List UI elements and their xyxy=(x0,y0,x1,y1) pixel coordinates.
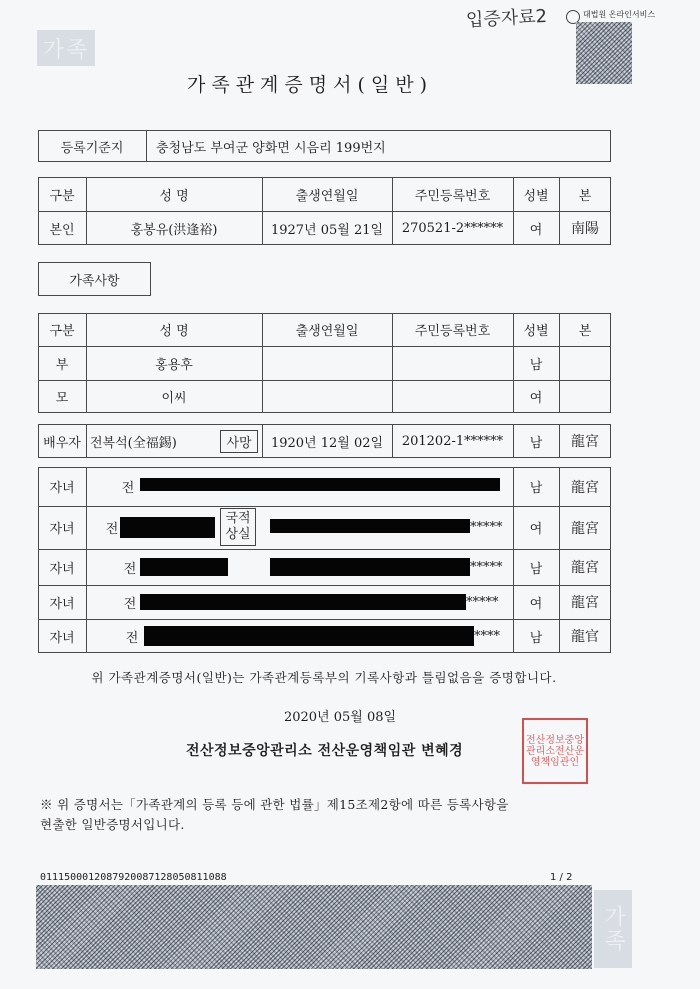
self-origin: 南陽 xyxy=(571,221,599,237)
child-4-name-prefix: 전 xyxy=(123,596,137,612)
issuer-badge: 대법원 온라인서비스 xyxy=(583,10,656,19)
child-4-origin: 龍宮 xyxy=(571,595,599,611)
header-type: 구분 xyxy=(49,188,75,204)
child-1-name-prefix: 전 xyxy=(121,481,135,496)
parents-header-sex: 성별 xyxy=(523,324,549,339)
child-5-sex: 남 xyxy=(529,630,543,646)
spouse-name: 전복석(全福錫) xyxy=(90,435,177,451)
header-birth: 출생연월일 xyxy=(295,188,359,204)
parents-header-type: 구분 xyxy=(49,324,75,339)
child-1-redaction xyxy=(140,478,500,491)
spouse-birth: 1920년 12월 02일 xyxy=(270,435,384,451)
child-1-type: 자녀 xyxy=(49,481,75,496)
spouse-sex: 남 xyxy=(529,435,543,451)
child-3-name-prefix: 전 xyxy=(123,561,137,577)
parents-header-rrn: 주민등록번호 xyxy=(414,324,491,339)
barcode-icon xyxy=(36,885,592,969)
official-seal: 전산정보중앙관리소전산운영책임관인 xyxy=(522,718,588,784)
registry-label: 등록기준지 xyxy=(60,140,124,156)
self-birth: 1927년 05월 21일 xyxy=(270,222,384,238)
registry-value: 충청남도 부여군 양화면 시음리 199번지 xyxy=(156,140,386,156)
child-5-rrn-suffix: **** xyxy=(474,628,500,644)
mother-name: 이씨 xyxy=(161,391,187,406)
page-title: 가족관계증명서(일반) xyxy=(186,74,433,96)
mother-type: 모 xyxy=(55,391,69,406)
issuer-name: 전산정보중앙관리소 전산운영책임관 변혜경 xyxy=(186,743,464,759)
child-2-rrn-redaction xyxy=(270,519,470,533)
mother-sex: 여 xyxy=(529,391,543,406)
child-1-sex: 남 xyxy=(529,481,543,496)
watermark-tile-bottom: 가족 xyxy=(594,890,632,968)
child-5-name-prefix: 전 xyxy=(125,630,139,646)
spouse-rrn: 201202-1****** xyxy=(401,433,504,449)
child-3-name-redaction xyxy=(140,558,228,576)
self-sex: 여 xyxy=(529,222,543,238)
parents-header-birth: 출생연월일 xyxy=(295,324,359,339)
parents-header-name: 성 명 xyxy=(159,324,189,339)
father-name: 홍용후 xyxy=(155,357,193,373)
serial-number: 01115000120879200871280508110​88 xyxy=(40,872,227,883)
note-line-2: 현출한 일반증명서입니다. xyxy=(40,817,185,832)
certify-text: 위 가족관계증명서(일반)는 가족관계등록부의 기록사항과 틀림없음을 증명합니다. xyxy=(91,670,557,685)
child-3-origin: 龍宮 xyxy=(571,560,599,576)
family-label: 가족사항 xyxy=(69,273,120,289)
child-5-type: 자녀 xyxy=(49,630,75,646)
child-2-rrn-suffix: ***** xyxy=(470,520,503,535)
spouse-origin: 龍宮 xyxy=(571,434,599,450)
child-4-rrn-suffix: ***** xyxy=(466,594,499,610)
father-sex: 남 xyxy=(529,357,543,373)
child-3-type: 자녀 xyxy=(49,561,75,577)
child-2-origin: 龍宮 xyxy=(571,520,599,537)
child-3-rrn-suffix: ***** xyxy=(470,559,503,575)
spouse-type: 배우자 xyxy=(43,435,81,451)
self-rrn: 270521-2****** xyxy=(401,220,504,236)
self-name: 홍봉유(洪逢裕) xyxy=(130,222,218,238)
child-1-origin: 龍宮 xyxy=(571,479,599,496)
child-4-redaction xyxy=(140,594,466,610)
child-2-type: 자녀 xyxy=(49,522,75,537)
header-origin: 본 xyxy=(578,188,592,204)
child-3-rrn-redaction xyxy=(270,558,470,576)
watermark-tile-top: 가족 xyxy=(37,30,95,66)
father-type: 부 xyxy=(55,357,69,373)
child-2-name-prefix: 전 xyxy=(105,522,119,537)
header-name: 성 명 xyxy=(159,188,189,204)
issue-date: 2020년 05월 08일 xyxy=(283,710,397,725)
child-5-origin: 龍官 xyxy=(571,629,599,645)
child-2-sex: 여 xyxy=(529,522,543,537)
page-number: 1 / 2 xyxy=(550,872,573,883)
child-5-redaction xyxy=(144,626,474,646)
header-sex: 성별 xyxy=(523,188,549,204)
header-rrn: 주민등록번호 xyxy=(414,188,491,204)
child-3-sex: 남 xyxy=(529,561,543,577)
handwritten-note: 입증자료2 xyxy=(465,5,548,32)
spouse-status-badge: 사망 xyxy=(220,430,258,453)
child-2-status-badge: 국적상실 xyxy=(220,508,256,546)
child-4-type: 자녀 xyxy=(49,596,75,612)
self-type: 본인 xyxy=(49,222,75,238)
child-2-name-redaction xyxy=(120,517,215,538)
parents-header-origin: 본 xyxy=(578,324,592,339)
child-4-sex: 여 xyxy=(529,596,543,612)
note-line-1: ※ 위 증명서는「가족관계의 등록 등에 관한 법률」제15조제2항에 따른 등록사항을 xyxy=(40,797,509,812)
